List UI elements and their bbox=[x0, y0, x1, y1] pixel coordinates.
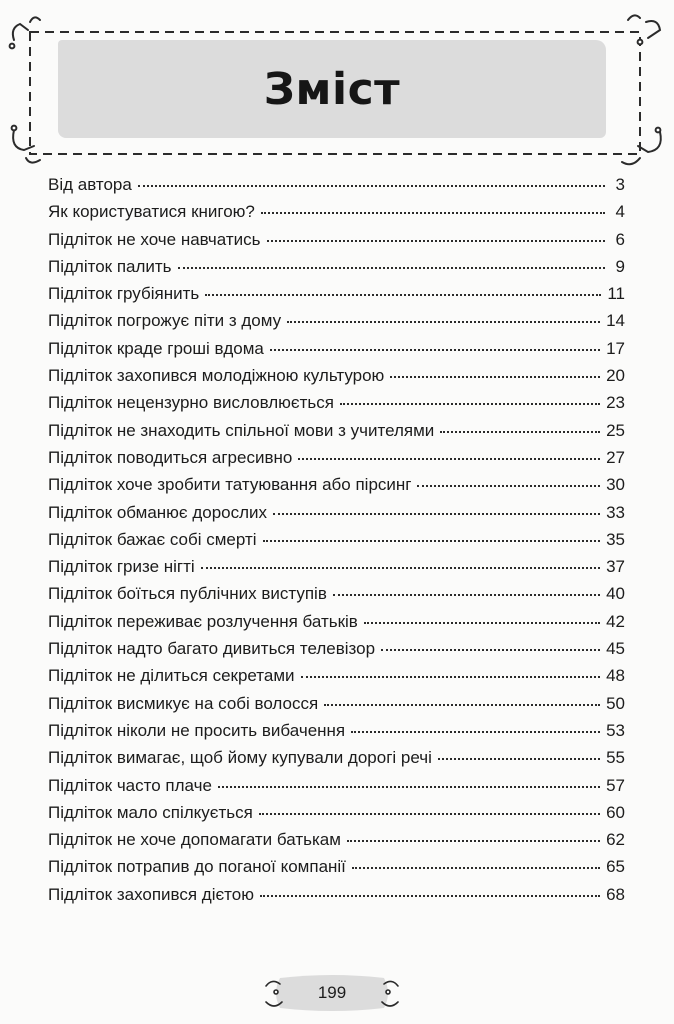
dot-leader bbox=[351, 731, 600, 733]
toc-entry[interactable] bbox=[48, 202, 625, 229]
dot-leader bbox=[260, 895, 600, 897]
toc-entry[interactable] bbox=[48, 857, 625, 884]
toc-entry-page: 68 bbox=[606, 884, 625, 904]
toc-entry[interactable] bbox=[48, 366, 625, 393]
page-title: Зміст bbox=[263, 63, 401, 115]
toc-entry-page: 42 bbox=[606, 611, 625, 631]
toc-entry-page: 65 bbox=[606, 857, 625, 877]
toc-entry-page: 30 bbox=[606, 475, 625, 495]
toc-entry-page: 33 bbox=[606, 502, 625, 522]
toc-entry[interactable] bbox=[48, 721, 625, 748]
dot-leader bbox=[138, 185, 605, 187]
dot-leader bbox=[298, 458, 600, 460]
toc-entry[interactable] bbox=[48, 503, 625, 530]
toc-entry-page: 3 bbox=[615, 175, 625, 194]
toc-entry-label: Підліток поводиться агресивно bbox=[48, 447, 293, 467]
toc-entry-label: Підліток бажає собі смерті bbox=[48, 529, 257, 549]
toc-entry-page: 48 bbox=[606, 666, 625, 686]
toc-entry-page: 6 bbox=[615, 229, 625, 249]
toc-entry-label: Підліток часто плаче bbox=[48, 775, 212, 795]
dot-leader bbox=[178, 267, 605, 269]
dot-leader bbox=[352, 867, 600, 869]
toc-entry[interactable] bbox=[48, 803, 625, 830]
toc-entry-label: Підліток не знаходить спільної мови з учителями bbox=[48, 420, 435, 440]
toc-entry[interactable] bbox=[48, 230, 625, 257]
toc-entry-label: Підліток захопився дієтою bbox=[48, 884, 254, 904]
toc-entry-label: Підліток гризе нігті bbox=[48, 557, 195, 577]
toc-entry-label: Підліток переживає розлучення батьків bbox=[48, 611, 358, 631]
dot-leader bbox=[417, 485, 600, 487]
dot-leader bbox=[347, 840, 600, 842]
dot-leader bbox=[324, 704, 600, 706]
toc-entry-label: Підліток нецензурно висловлюється bbox=[48, 393, 334, 413]
toc-entry[interactable] bbox=[48, 393, 625, 420]
toc-entry-label: Підліток не ділиться секретами bbox=[48, 666, 295, 686]
toc-entry[interactable] bbox=[48, 175, 625, 202]
dot-leader bbox=[390, 376, 600, 378]
toc-entry-label: Підліток ніколи не просить вибачення bbox=[48, 720, 346, 740]
toc-entry-label: Підліток потрапив до поганої компанії bbox=[48, 857, 346, 877]
toc-entry-label: Підліток вимагає, щоб йому купували дорогі речі bbox=[48, 748, 432, 768]
toc-entry-label: Підліток захопився молодіжною культурою bbox=[48, 366, 385, 386]
toc-entry[interactable] bbox=[48, 339, 625, 366]
toc-entry-page: 53 bbox=[606, 720, 625, 740]
dot-leader bbox=[340, 403, 600, 405]
toc-entry-page: 17 bbox=[606, 338, 625, 358]
toc-entry-label: Як користуватися книгою? bbox=[48, 202, 255, 222]
dot-leader bbox=[438, 758, 600, 760]
toc-entry[interactable] bbox=[48, 557, 625, 584]
dot-leader bbox=[259, 813, 600, 815]
toc-entry[interactable] bbox=[48, 830, 625, 857]
page-number: 199 bbox=[317, 983, 347, 1002]
toc-entry-page: 11 bbox=[607, 284, 625, 304]
toc-entry-label: Підліток висмикує на собі волосся bbox=[48, 693, 319, 713]
page-number-tag bbox=[262, 970, 402, 1016]
toc-entry[interactable] bbox=[48, 612, 625, 639]
dot-leader bbox=[218, 786, 600, 788]
toc-entry[interactable] bbox=[48, 885, 625, 912]
toc-entry-label: Підліток мало спілкується bbox=[48, 802, 253, 822]
toc-entry-page: 37 bbox=[606, 557, 625, 577]
toc-entry-label: Від автора bbox=[48, 175, 132, 194]
toc-entry[interactable] bbox=[48, 421, 625, 448]
toc-entry-label: Підліток не хоче навчатись bbox=[48, 229, 261, 249]
toc-entry[interactable] bbox=[48, 284, 625, 311]
toc-entry-label: Підліток погрожує піти з дому bbox=[48, 311, 282, 331]
toc-entry-page: 60 bbox=[606, 802, 625, 822]
toc-entry-label: Підліток не хоче допомагати батькам bbox=[48, 830, 341, 850]
toc-entry[interactable] bbox=[48, 776, 625, 803]
dot-leader bbox=[333, 594, 600, 596]
dot-leader bbox=[270, 349, 600, 351]
toc-entry-page: 14 bbox=[606, 311, 625, 331]
title-banner bbox=[58, 40, 606, 138]
toc-entry-label: Підліток палить bbox=[48, 256, 172, 276]
toc-entry-page: 25 bbox=[606, 420, 625, 440]
toc-entry-label: Підліток хоче зробити татуювання або пірсинг bbox=[48, 475, 412, 495]
dot-leader bbox=[273, 513, 600, 515]
toc-entry-label: Підліток надто багато дивиться телевізор bbox=[48, 639, 376, 659]
toc-entry-page: 27 bbox=[606, 447, 625, 467]
toc-entry[interactable] bbox=[48, 448, 625, 475]
dot-leader bbox=[205, 294, 601, 296]
toc-entry-label: Підліток обманює дорослих bbox=[48, 502, 268, 522]
toc-entry[interactable] bbox=[48, 530, 625, 557]
dot-leader bbox=[440, 431, 600, 433]
dot-leader bbox=[263, 540, 601, 542]
toc-entry-page: 62 bbox=[606, 830, 625, 850]
toc-entry[interactable] bbox=[48, 257, 625, 284]
toc-entry[interactable] bbox=[48, 639, 625, 666]
dot-leader bbox=[267, 240, 606, 242]
toc-entry[interactable] bbox=[48, 584, 625, 611]
toc-entry-page: 20 bbox=[606, 366, 625, 386]
toc-entry-label: Підліток грубіянить bbox=[48, 284, 200, 304]
toc-entry[interactable] bbox=[48, 748, 625, 775]
dot-leader bbox=[261, 212, 605, 214]
toc-entry-page: 45 bbox=[606, 639, 625, 659]
toc-entry-page: 40 bbox=[606, 584, 625, 604]
toc-entry-page: 4 bbox=[615, 202, 625, 222]
toc-entry-label: Підліток краде гроші вдома bbox=[48, 338, 264, 358]
toc-entry[interactable] bbox=[48, 694, 625, 721]
dot-leader bbox=[287, 321, 600, 323]
toc-entry-page: 9 bbox=[615, 256, 625, 276]
toc-entry-page: 57 bbox=[606, 775, 625, 795]
toc-entry[interactable] bbox=[48, 666, 625, 693]
dot-leader bbox=[364, 622, 600, 624]
toc-entry-page: 35 bbox=[606, 529, 625, 549]
toc-entry[interactable] bbox=[48, 475, 625, 502]
dot-leader bbox=[381, 649, 600, 651]
dot-leader bbox=[301, 676, 601, 678]
toc-entry[interactable] bbox=[48, 311, 625, 338]
table-of-contents bbox=[48, 175, 625, 912]
toc-entry-page: 50 bbox=[606, 693, 625, 713]
dot-leader bbox=[201, 567, 600, 569]
toc-entry-page: 55 bbox=[606, 748, 625, 768]
toc-entry-label: Підліток боїться публічних виступів bbox=[48, 584, 327, 604]
toc-entry-page: 23 bbox=[606, 393, 625, 413]
